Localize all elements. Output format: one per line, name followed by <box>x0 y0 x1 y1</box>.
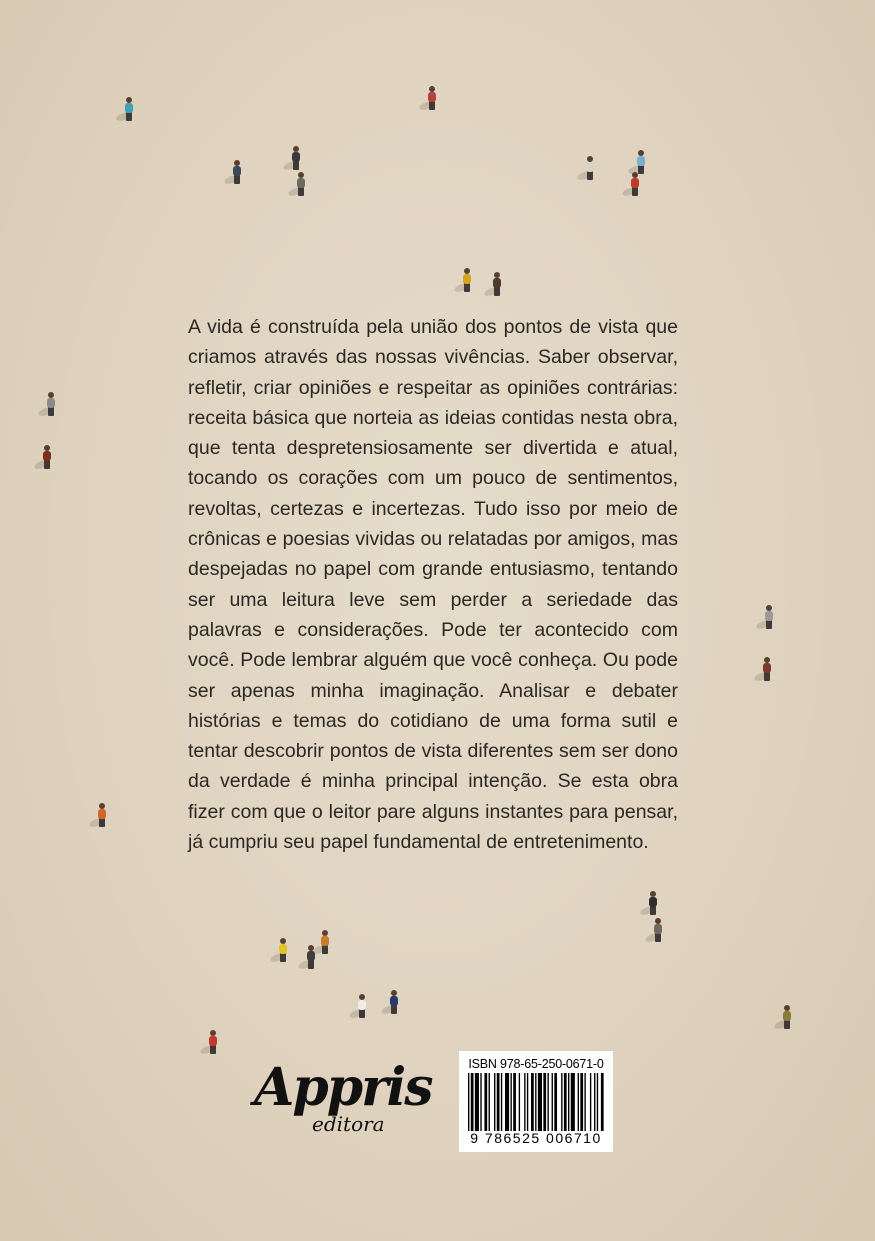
person-figure <box>460 268 474 294</box>
person-figure <box>490 272 504 298</box>
person-figure <box>230 160 244 186</box>
barcode-icon <box>468 1073 605 1131</box>
person-figure <box>425 86 439 112</box>
person-figure <box>95 803 109 829</box>
person-figure <box>40 445 54 471</box>
back-cover-blurb: A vida é construída pela união dos pontos de vista que criamos através das nossas vivências. Saber observar, refletir, criar opiniões e respeitar as opiniões contrárias: receita básica que norteia as ideias contidas nesta obra, que tenta despretensiosamente ser divertida e atual, tocando os corações com um pouco de sentimentos, revoltas, certezas e incertezas. Tudo isso por meio de crônicas e poesias vividas ou relatadas por amigos, mas despejadas no papel com grande entusiasmo, tentando ser uma leitura leve sem perder a seriedade das palavras e considerações. Pode ter acontecido com você. Pode lembrar alguém que você conheça. Ou pode ser apenas minha imaginação. Analisar e debater histórias e temas do cotidiano de uma forma sutil e tentar descobrir pontos de vista diferentes sem ser dono da verdade é minha principal intenção. Se esta obra fizer com que o leitor pare alguns instantes para pensar, já cumpriu seu papel fundamental de entretenimento. <box>188 316 678 854</box>
person-figure <box>318 930 332 956</box>
person-figure <box>651 918 665 944</box>
person-figure <box>387 990 401 1016</box>
publisher-logo <box>248 1057 432 1143</box>
person-figure <box>628 172 642 198</box>
person-figure <box>355 994 369 1020</box>
person-figure <box>289 146 303 172</box>
person-figure <box>206 1030 220 1056</box>
isbn-label: ISBN 978-65-250-0671-0 <box>468 1057 604 1071</box>
person-figure <box>44 392 58 418</box>
publisher-name: Appris <box>254 1057 432 1118</box>
person-figure <box>646 891 660 917</box>
person-figure <box>276 938 290 964</box>
person-figure <box>780 1005 794 1031</box>
barcode-digits: 9 786525 006710 <box>470 1130 602 1146</box>
person-figure <box>294 172 308 198</box>
person-figure <box>583 156 597 182</box>
person-figure <box>762 605 776 631</box>
isbn-barcode-box <box>459 1051 613 1152</box>
person-figure <box>760 657 774 683</box>
person-figure <box>122 97 136 123</box>
publisher-subtitle: editora <box>312 1112 385 1136</box>
